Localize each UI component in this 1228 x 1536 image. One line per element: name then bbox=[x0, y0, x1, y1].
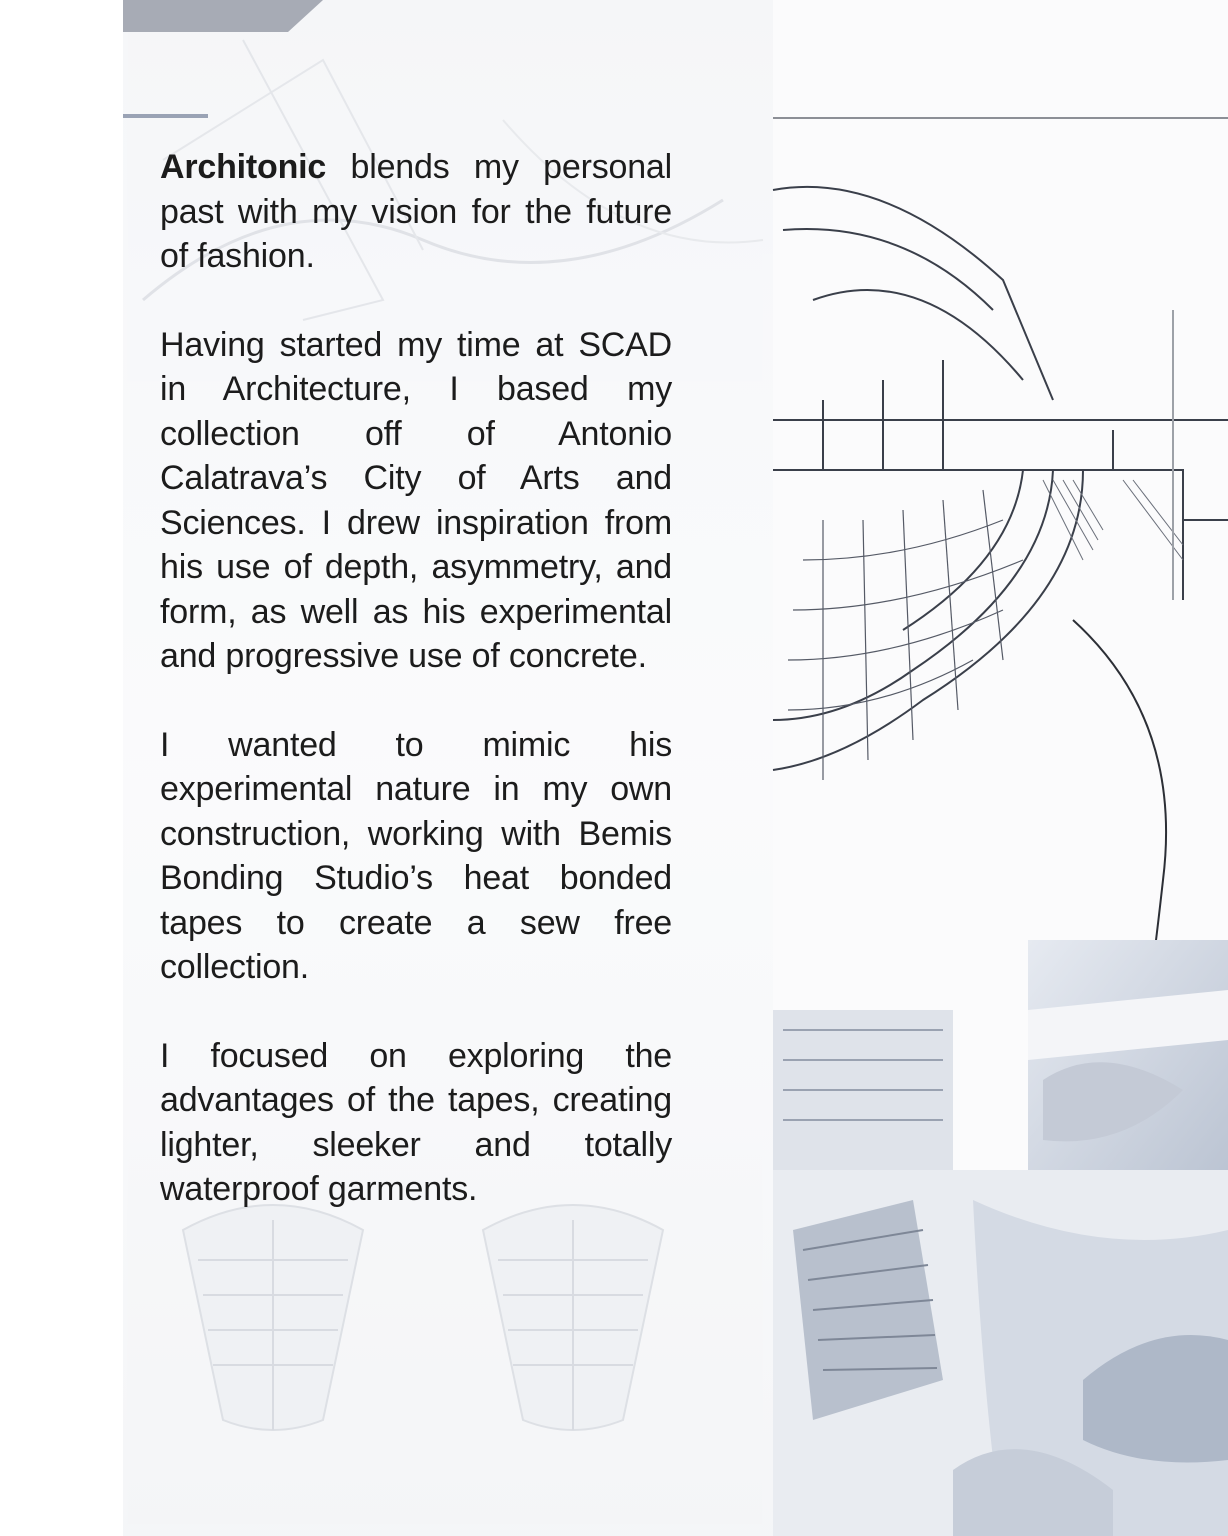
intro-text: blends my personal past with my vision for the future of fashion. bbox=[160, 148, 672, 275]
page-margin bbox=[0, 0, 123, 1536]
intro-paragraph bbox=[160, 145, 672, 279]
top-wedge-shape bbox=[123, 0, 323, 32]
brand-name: Architonic bbox=[160, 148, 327, 186]
accent-rule bbox=[123, 114, 208, 118]
background-paragraph: Having started my time at SCAD in Architecture, I based my collection off of Antonio Calatrava’s City of Arts and Sciences. I drew inspiration from his use of depth, asymmetry, and form, as well as his experimental and progressive use of concrete. bbox=[160, 325, 672, 675]
article-text bbox=[160, 145, 672, 1256]
advantages-paragraph: I focused on exploring the advantages of the tapes, creating lighter, sleeker and totally waterproof garments. bbox=[160, 1036, 672, 1208]
construction-paragraph: I wanted to mimic his experimental nature in my own construction, working with Bemis Bonding Studio’s heat bonded tapes to create a sew free collection. bbox=[160, 725, 672, 986]
